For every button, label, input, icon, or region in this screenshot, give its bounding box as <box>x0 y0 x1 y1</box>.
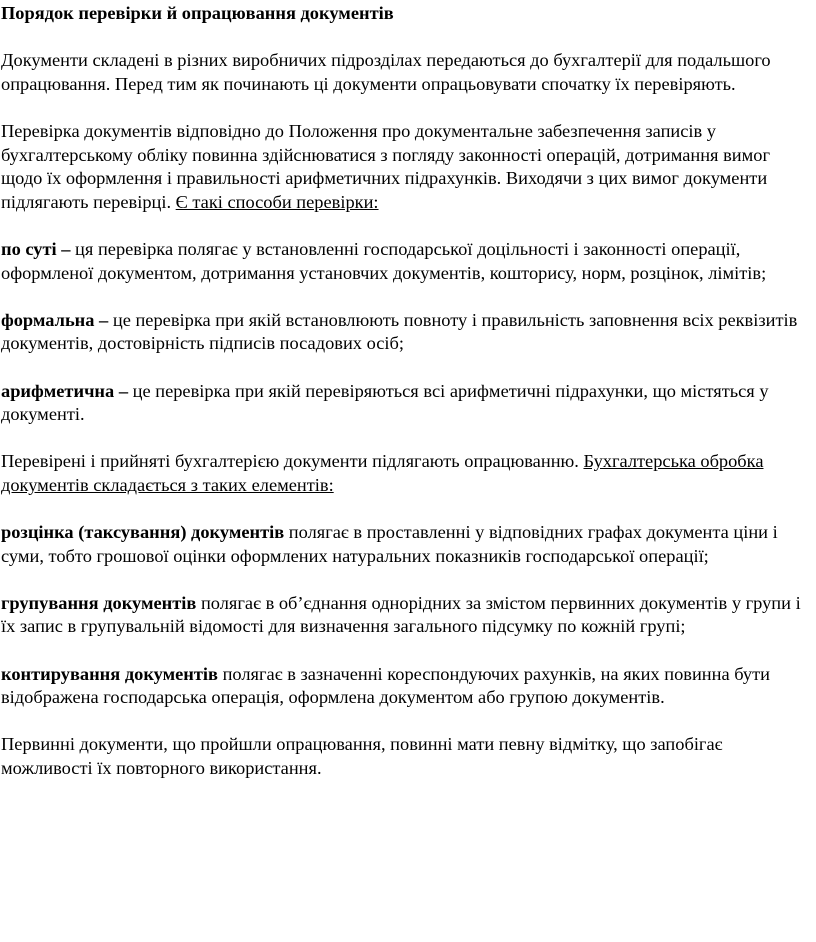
verification-methods-heading: Є такі способи перевірки: <box>175 191 379 212</box>
processing-text: Перевірені і прийняті бухгалтерією документи підлягають опрацюванню. <box>1 451 584 472</box>
element-pricing <box>1 521 812 568</box>
document-title: Порядок перевірки й опрацювання документів <box>1 3 394 23</box>
element-contiring <box>1 663 812 710</box>
element-description: полягає в проставленні у відповідних графах документа ціни і суми, тобто грошової оцінки оформлених натуральних показників господарської операції; <box>1 522 778 566</box>
element-description: полягає в зазначенні кореспондуючих рахунків, на яких повинна бути відображена господарська операція, оформлена документом або групою документів. <box>1 663 770 708</box>
element-term: контирування документів <box>1 663 218 684</box>
verification-paragraph <box>1 120 812 214</box>
method-substantive <box>1 238 812 285</box>
method-term: формальна – <box>1 309 109 330</box>
intro-paragraph: Документи складені в різних виробничих підрозділах передаються до бухгалтерії для подальшого опрацювання. Перед тим як починають ці документи опрацьовувати спочатку їх перевіряють. <box>1 50 771 94</box>
method-term: по суті – <box>1 238 71 259</box>
element-description: полягає в об’єднання однорідних за змістом первинних документів у групи і їх запис в групувальній відомості для визначення загального підсумку по кожній групі; <box>1 592 801 637</box>
method-arithmetic <box>1 380 812 427</box>
element-term: розцінка (таксування) документів <box>1 522 285 543</box>
processing-paragraph <box>1 450 812 497</box>
element-grouping <box>1 592 812 639</box>
method-formal <box>1 309 812 356</box>
method-description: це перевірка при якій перевіряються всі арифметичні підрахунки, що містяться у документі. <box>1 380 769 425</box>
element-term: групування документів <box>1 592 197 613</box>
method-description: ця перевірка полягає у встановленні господарської доцільності і законності операції, оформленої документом, дотримання установчих документів, кошторису, норм, розцінок, лімітів; <box>1 238 767 283</box>
method-description: це перевірка при якій встановлюють повноту і правильність заповнення всіх реквізитів документів, достовірність підписів посадових осіб; <box>1 309 798 354</box>
verification-text: Перевірка документів відповідно до Положення про документальне забезпечення записів у бухгалтерському обліку повинна здійснюватися з погляду законності операцій, дотримання вимог щодо їх оформлення і правильності арифметичних підрахунків. Виходячи з цих вимог документи підлягають перевірці. <box>1 120 771 212</box>
processing-elements-heading: Бухгалтерська обробка документів складається з таких елементів: <box>1 451 764 495</box>
closing-paragraph: Первинні документи, що пройшли опрацювання, повинні мати певну відмітку, що запобігає можливості їх повторного використання. <box>1 734 723 778</box>
method-term: арифметична – <box>1 380 129 401</box>
